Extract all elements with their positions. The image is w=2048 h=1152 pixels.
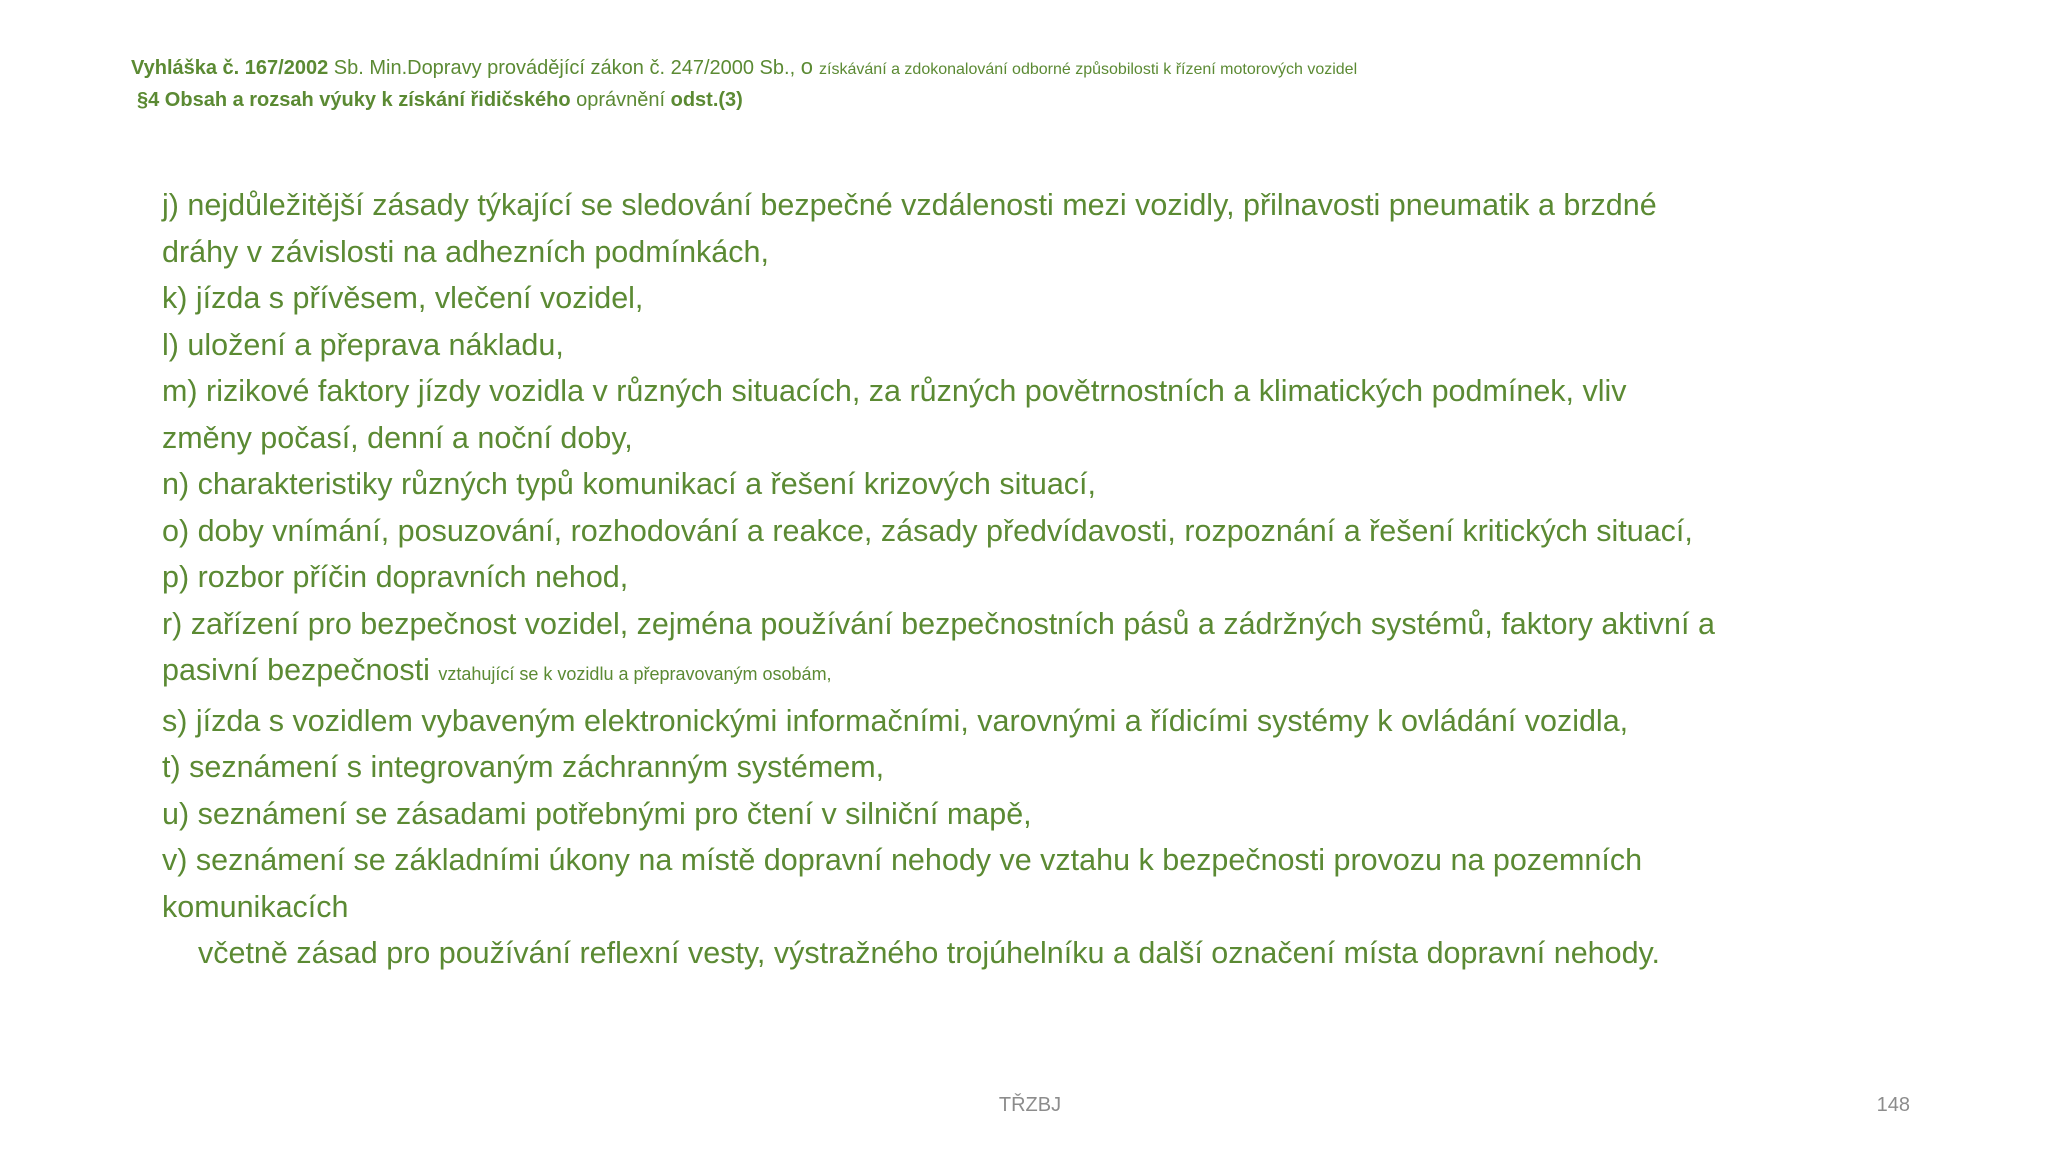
item-l: l) uložení a přeprava nákladu, bbox=[162, 327, 564, 362]
header-section-line bbox=[131, 85, 2011, 115]
item-v-line-3: včetně zásad pro používání reflexní vesty, výstražného trojúhelníku a další označení místa dopravní nehody. bbox=[198, 936, 1661, 970]
header-section-title: §4 Obsah a rozsah výuky k získání řidičského bbox=[137, 89, 571, 111]
item-v-line-1: v) seznámení se základními úkony na místě dopravní nehody ve vztahu k bezpečnosti provozu na pozemních bbox=[162, 843, 1643, 877]
item-u: u) seznámení se zásadami potřebnými pro čtení v silniční mapě, bbox=[162, 796, 1032, 831]
header-section-paragraph: odst.(3) bbox=[670, 89, 743, 111]
item-n: n) charakteristiky různých typů komunikací a řešení krizových situací, bbox=[162, 467, 1096, 501]
header-regulation-line bbox=[131, 52, 2011, 85]
slide-header bbox=[131, 52, 2011, 115]
item-k: k) jízda s přívěsem, vlečení vozidel, bbox=[162, 281, 644, 315]
item-r-line-2-small: vztahující se k vozidlu a přepravovaným osobám, bbox=[438, 664, 832, 684]
item-p: p) rozbor příčin dopravních nehod, bbox=[162, 560, 629, 594]
header-regulation-subject: získávání a zdokonalování odborné způsobilosti k řízení motorových vozidel bbox=[819, 61, 1358, 78]
page-number: 148 bbox=[1876, 1094, 1910, 1116]
slide-body bbox=[162, 182, 1962, 977]
item-v-line-2: komunikacích bbox=[162, 889, 349, 924]
header-regulation-source: Sb. Min.Dopravy provádějící zákon č. 247/2000 Sb., bbox=[328, 57, 801, 79]
item-r-line-1: r) zařízení pro bezpečnost vozidel, zejména používání bezpečnostních pásů a zádržných systémů, faktory aktivní a bbox=[162, 606, 1715, 641]
header-regulation-number: Vyhláška č. 167/2002 bbox=[131, 57, 329, 79]
item-m-line-2: změny počasí, denní a noční doby, bbox=[162, 420, 633, 455]
item-r-line-2 bbox=[162, 647, 1962, 698]
item-r-line-2-text: pasivní bezpečnosti bbox=[162, 653, 439, 687]
item-j-line-2: dráhy v závislosti na adhezních podmínkách, bbox=[162, 234, 769, 269]
item-m-line-1: m) rizikové faktory jízdy vozidla v různých situacích, za různých povětrnostních a klimatických podmínek, vliv bbox=[162, 374, 1627, 408]
header-section-word: oprávnění bbox=[570, 89, 671, 111]
item-t: t) seznámení s integrovaným záchranným systémem, bbox=[162, 750, 885, 784]
item-s: s) jízda s vozidlem vybaveným elektronickými informačními, varovnými a řídicími systémy k ovládání vozidla, bbox=[162, 703, 1629, 738]
item-j-line-1: j) nejdůležitější zásady týkající se sledování bezpečné vzdálenosti mezi vozidly, přilnavosti pneumatik a brzdné bbox=[162, 188, 1657, 222]
header-regulation-o: o bbox=[800, 54, 820, 79]
footer-label: TŘZBJ bbox=[998, 1094, 1062, 1116]
item-o: o) doby vnímání, posuzování, rozhodování a reakce, zásady předvídavosti, rozpoznání a řešení kritických situací, bbox=[162, 513, 1693, 548]
